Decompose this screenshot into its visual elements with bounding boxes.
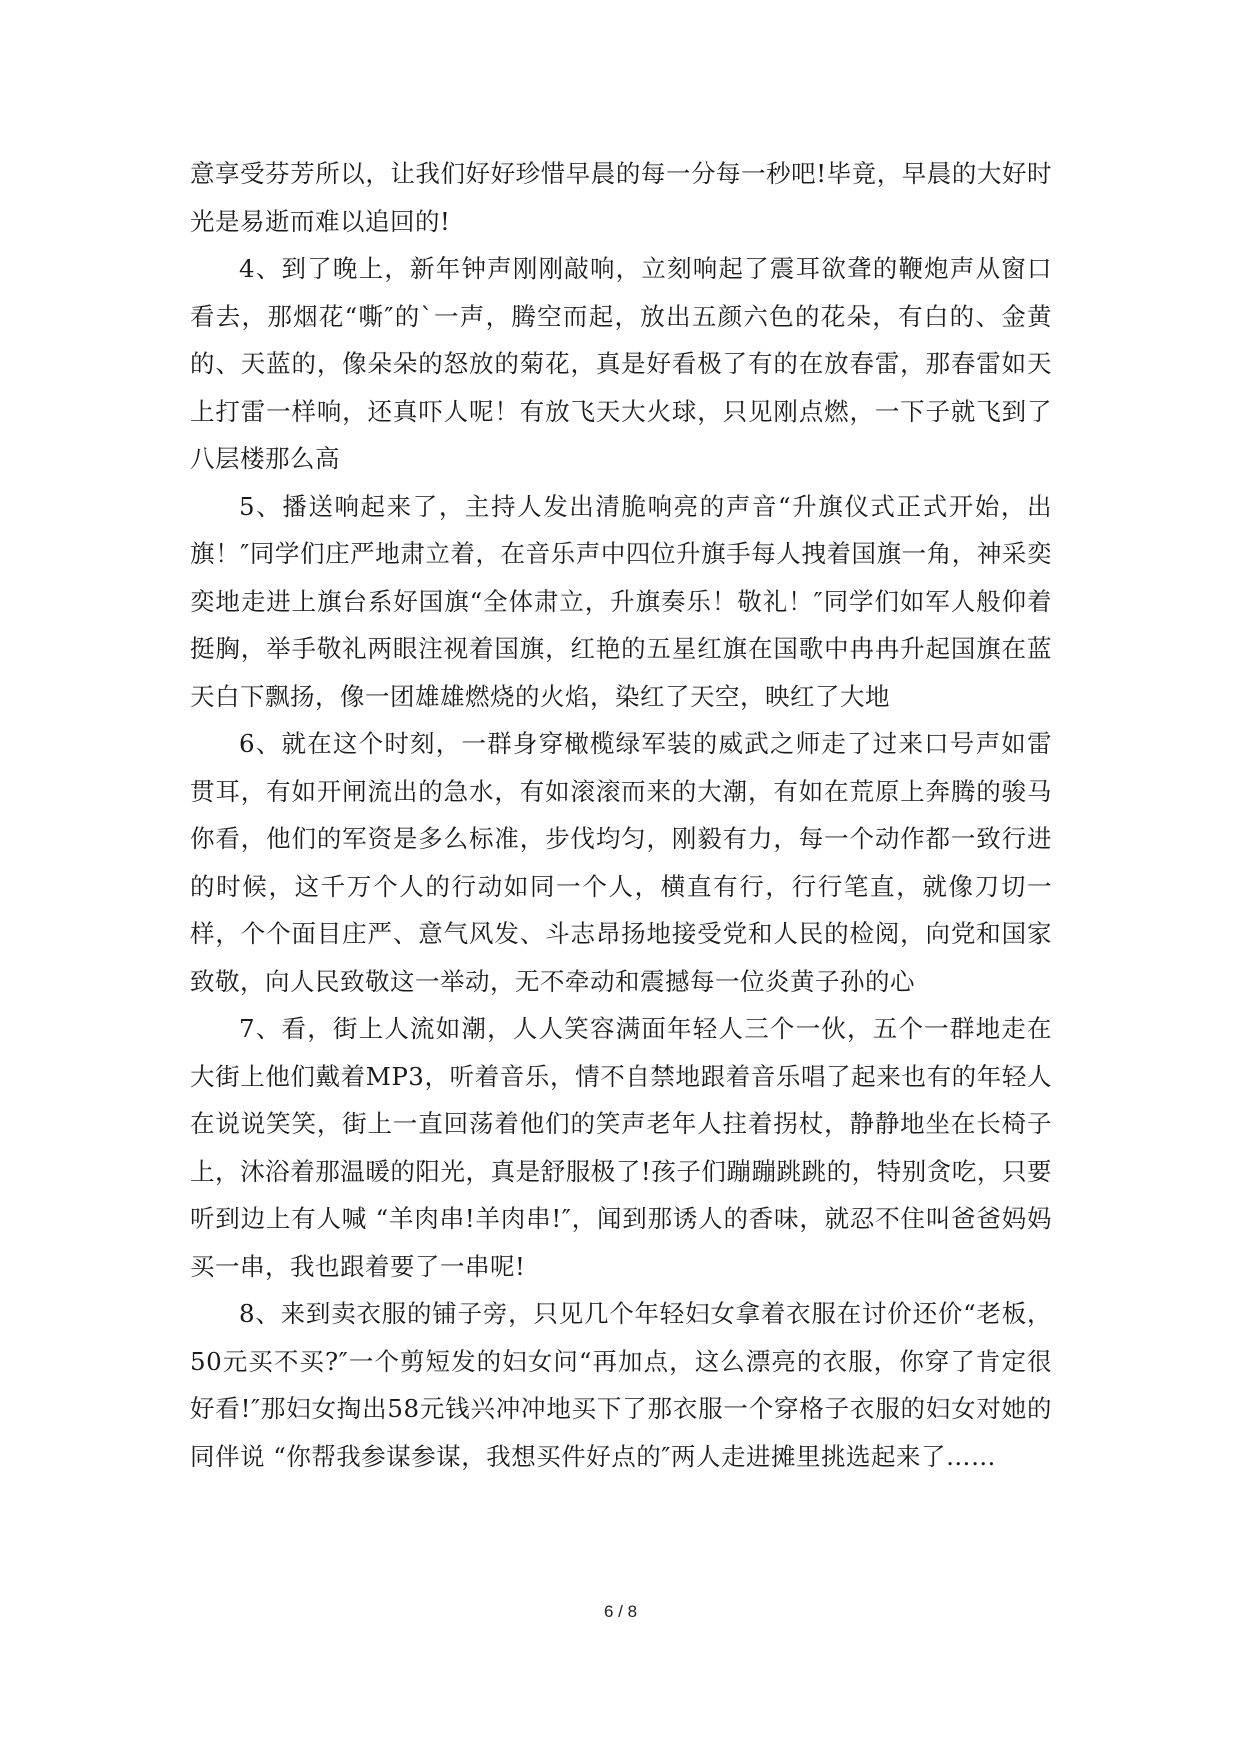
document-body <box>190 150 1052 1480</box>
paragraph-item-5: 5、播送响起来了，主持人发出清脆响亮的声音“升旗仪式正式开始，出旗！″同学们庄严地肃立着，在音乐声中四位升旗手每人拽着国旗一角，神采奕奕地走进上旗台系好国旗“全体肃立，升旗奏乐！敬礼！″同学们如军人般仰着挺胸，举手敬礼两眼注视着国旗，红艳的五星红旗在国歌中冉冉升起国旗在蓝天白下飘扬，像一团雄雄燃烧的火焰，染红了天空，映红了大地 <box>190 491 1052 711</box>
paragraph-item-4: 4、到了晚上，新年钟声刚刚敲响，立刻响起了震耳欲聋的鞭炮声从窗口看去，那烟花“嘶″的`一声，腾空而起，放出五颜六色的花朵，有白的、金黄的、天蓝的，像朵朵的怒放的菊花，真是好看极了有的在放春雷，那春雷如天上打雷一样响，还真吓人呢！有放飞天大火球，只见刚点燃，一下子就飞到了八层楼那么高 <box>190 254 1052 473</box>
paragraph-item-6: 6、就在这个时刻，一群身穿橄榄绿军装的威武之师走了过来口号声如雷贯耳，有如开闸流出的急水，有如滚滚而来的大潮，有如在荒原上奔腾的骏马你看，他们的军资是多么标准，步伐均匀，刚毅有力，每一个动作都一致行进的时候，这千万个人的行动如同一个人，横直有行，行行笔直，就像刀切一样，个个面目庄严、意气风发、斗志昂扬地接受党和人民的检阅，向党和国家致敬，向人民致敬这一举动，无不牵动和震撼每一位炎黄子孙的心 <box>190 729 1052 996</box>
page-number: 6 / 8 <box>603 1602 638 1621</box>
paragraph-item-7: 7、看，街上人流如潮，人人笑容满面年轻人三个一伙，五个一群地走在大街上他们戴着MP3，听着音乐，情不自禁地跟着音乐唱了起来也有的年轻人在说说笑笑，街上一直回荡着他们的笑声老年人拄着拐杖，静静地坐在长椅子上，沐浴着那温暖的阳光，真是舒服极了!孩子们蹦蹦跳跳的，特别贪吃，只要听到边上有人喊 “羊肉串!羊肉串!″，闻到那诱人的香味，就忍不住叫爸爸妈妈买一串，我也跟着要了一串呢! <box>190 1014 1052 1281</box>
paragraph-item-8: 8、来到卖衣服的铺子旁，只见几个年轻妇女拿着衣服在讨价还价“老板，50元买不买?″一个剪短发的妇女问“再加点，这么漂亮的衣服，你穿了肯定很好看!″那妇女掏出58元钱兴冲冲地买下了那衣服一个穿格子衣服的妇女对她的同伴说 “你帮我参谋参谋，我想买件好点的″两人走进摊里挑选起来了…… <box>190 1299 1052 1471</box>
paragraph-continuation: 意享受芬芳所以，让我们好好珍惜早晨的每一分每一秒吧!毕竟，早晨的大好时光是易逝而难以追回的! <box>190 159 1052 236</box>
